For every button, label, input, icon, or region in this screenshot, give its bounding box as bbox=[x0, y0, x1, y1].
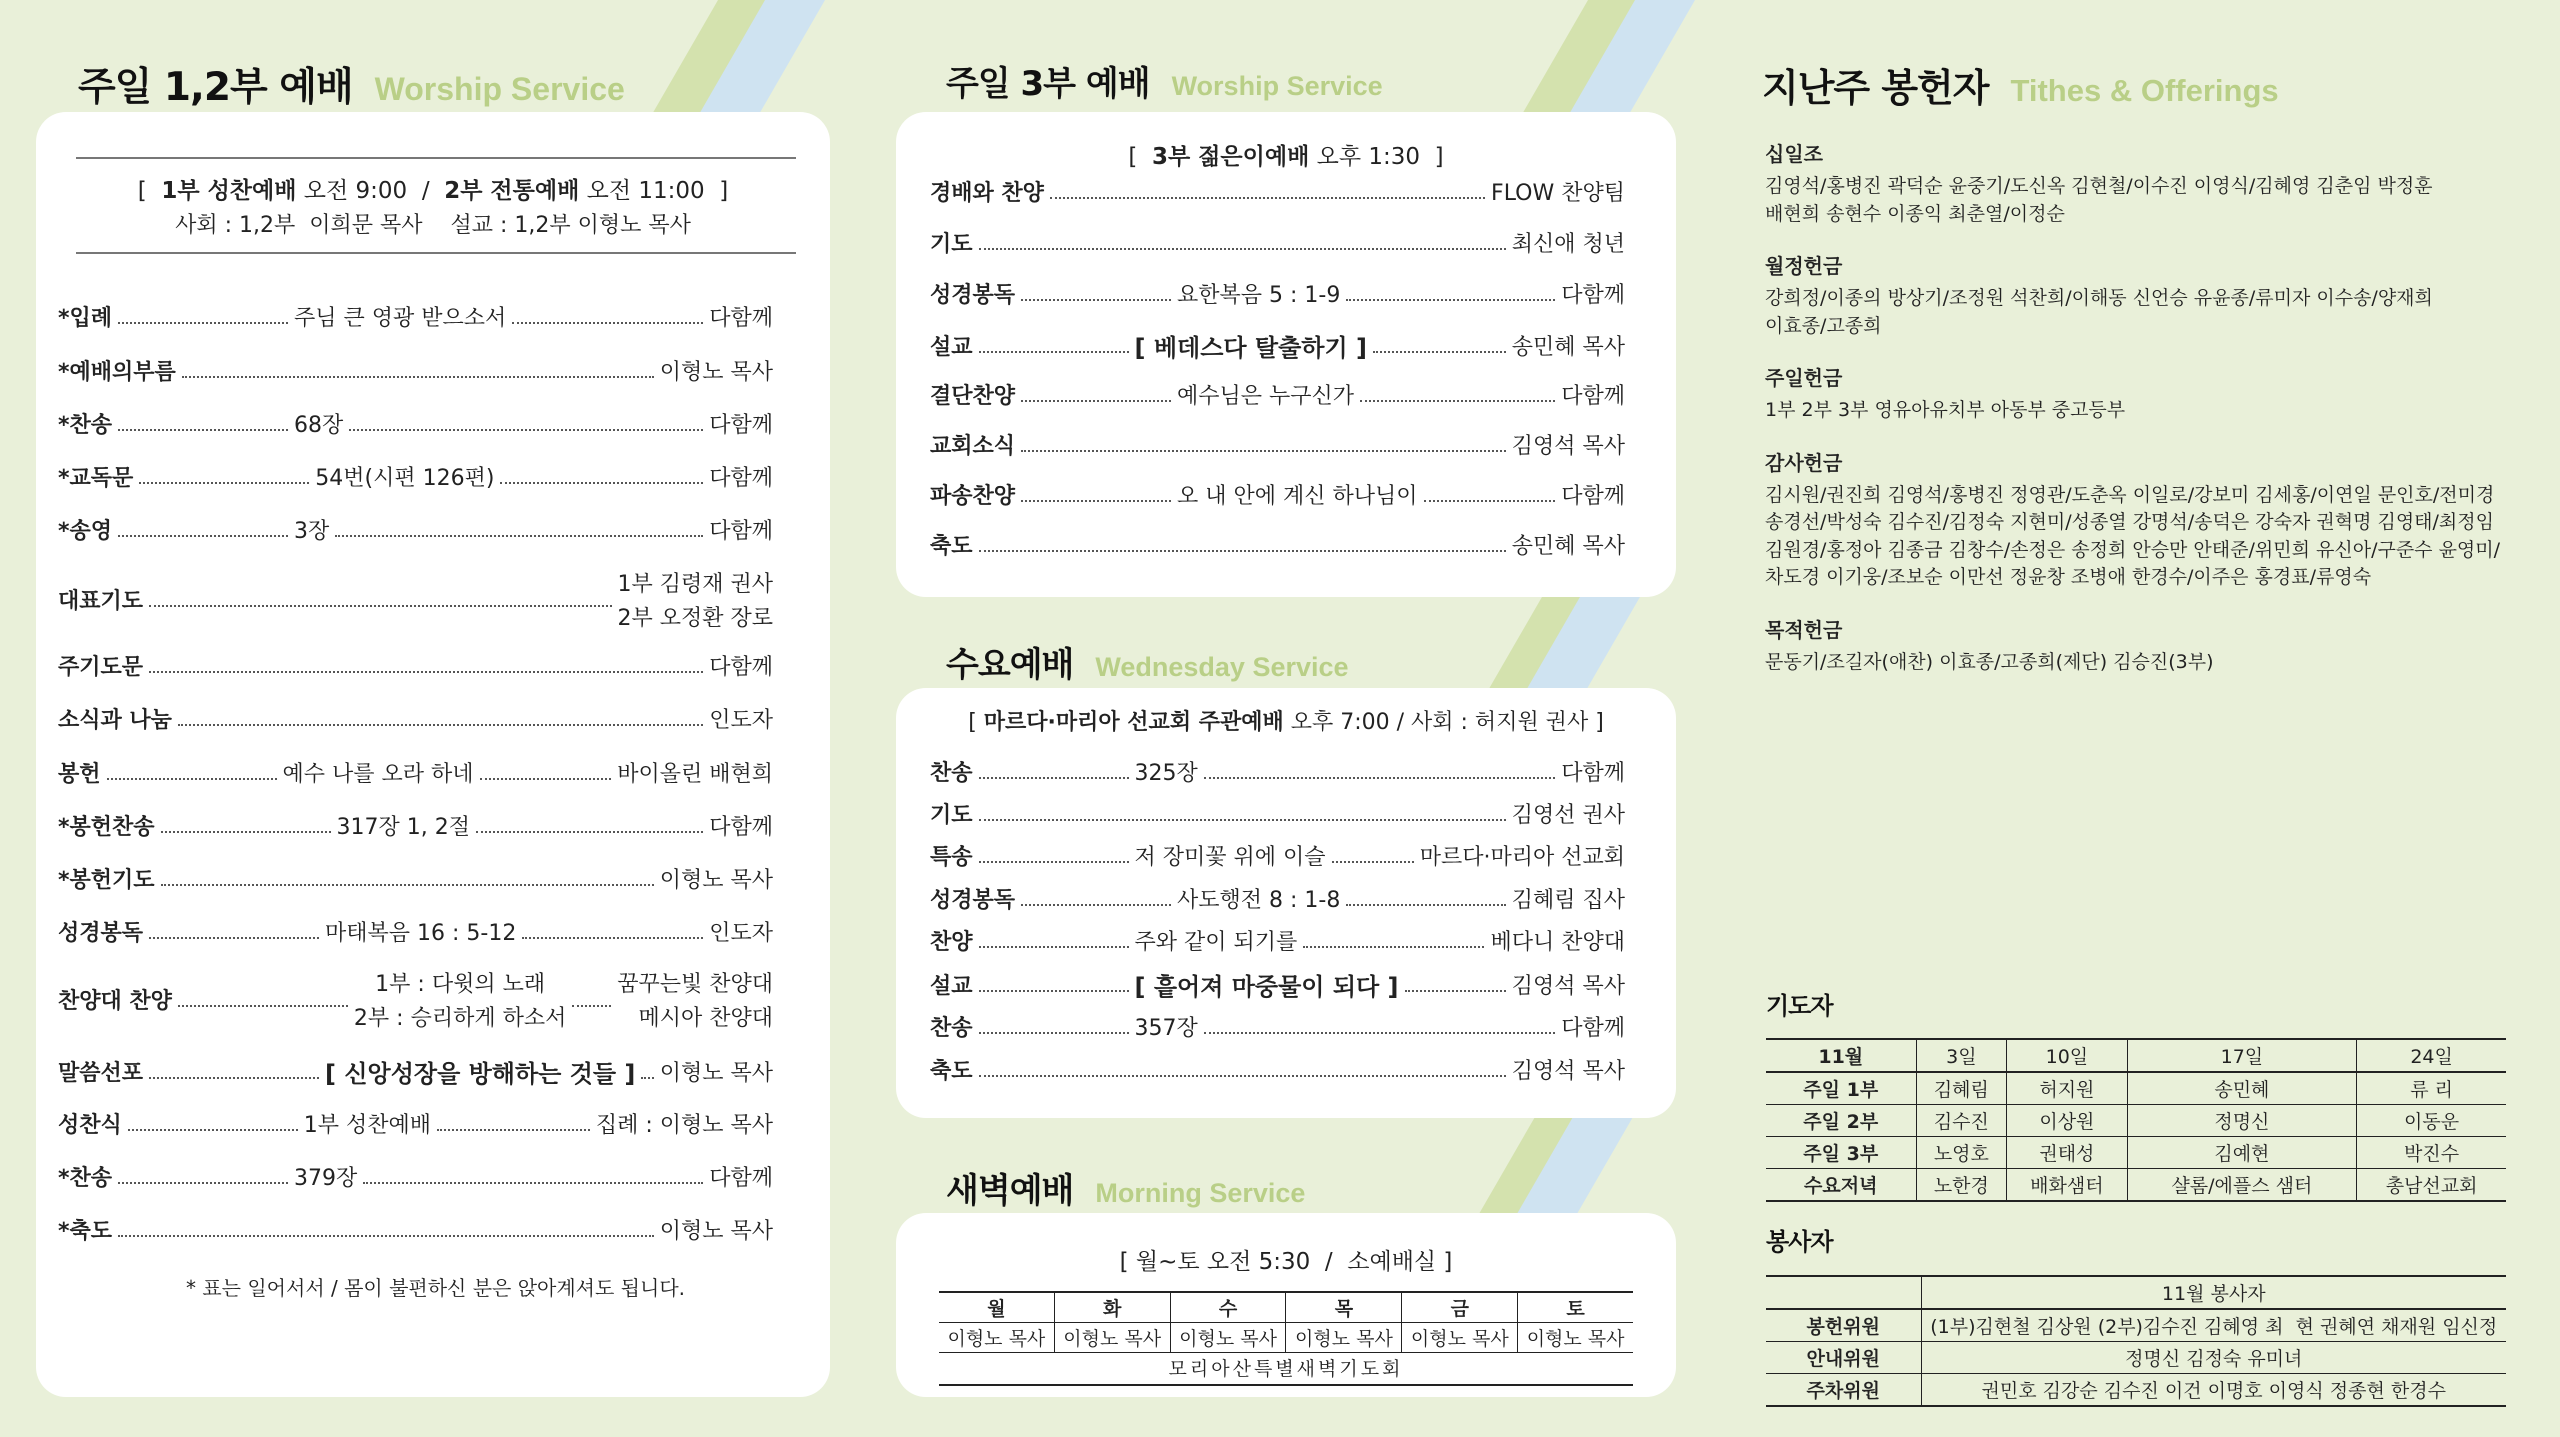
divider bbox=[76, 157, 796, 159]
leader-dots bbox=[500, 482, 703, 484]
leader-dots bbox=[139, 482, 309, 484]
leader-dots bbox=[178, 724, 703, 726]
order-content: 주님 큰 영광 받으소서 bbox=[294, 306, 507, 331]
order-person: 다함께 bbox=[709, 655, 773, 680]
order-content: [ 베데스다 탈출하기 ] bbox=[1134, 334, 1367, 362]
order-label: 성경봉독 bbox=[930, 283, 1016, 308]
prayer-cell: 주일 2부 bbox=[1803, 1111, 1879, 1133]
leader-dots bbox=[1021, 400, 1171, 402]
order-person: 다함께 bbox=[709, 306, 773, 331]
order-person: 이형노 목사 bbox=[659, 1061, 773, 1087]
order-label: 소식과 나눔 bbox=[58, 708, 172, 733]
order-label: 경배와 찬양 bbox=[930, 181, 1044, 206]
prayer-cell: 박진수 bbox=[2357, 1137, 2506, 1169]
volunteer-row bbox=[1766, 1374, 2506, 1407]
leader-dots bbox=[979, 861, 1129, 863]
offering-group bbox=[1765, 362, 2525, 425]
order-row bbox=[930, 181, 1625, 207]
order-label: 결단찬양 bbox=[930, 384, 1016, 409]
order-person: 다함께 bbox=[1561, 484, 1625, 509]
leader-dots bbox=[1204, 777, 1555, 779]
volunteer-names: 정명신 김정숙 유미녀 bbox=[1921, 1342, 2506, 1374]
order-label: 설교 bbox=[930, 974, 973, 1000]
prayer-cell: 김예현 bbox=[2127, 1137, 2357, 1169]
leader-dots bbox=[1405, 990, 1506, 992]
order-content: 1부 : 다윗의 노래 2부 : 승리하게 하소서 bbox=[353, 972, 567, 1032]
offering-heading: 목적헌금 bbox=[1765, 617, 1843, 642]
divider bbox=[76, 252, 796, 254]
offering-group bbox=[1765, 447, 2525, 592]
volunteer-role: 안내위원 bbox=[1806, 1348, 1880, 1370]
order-content: 요한복음 5 : 1-9 bbox=[1177, 283, 1341, 308]
morning-footer: 모리아산특별새벽기도회 bbox=[1168, 1358, 1404, 1380]
worship12-note: * 표는 일어서서 / 몸이 불편하신 분은 앉아계셔도 됩니다. bbox=[186, 1276, 685, 1300]
offering-heading: 감사헌금 bbox=[1765, 450, 1843, 475]
order-label: 축도 bbox=[930, 1059, 973, 1084]
order-label: *찬송 bbox=[58, 413, 113, 438]
leader-dots bbox=[437, 1129, 590, 1131]
leader-dots bbox=[1360, 400, 1555, 402]
order-label: 특송 bbox=[930, 845, 973, 870]
prayer-row bbox=[1766, 1169, 2506, 1202]
morning-table bbox=[939, 1291, 1633, 1386]
order-content: 마태복음 16 : 5-12 bbox=[325, 921, 517, 946]
order-row bbox=[58, 519, 773, 545]
order-label: 찬양대 찬양 bbox=[58, 988, 172, 1014]
volunteer-role: 주차위원 bbox=[1806, 1380, 1880, 1402]
order-person: 이형노 목사 bbox=[659, 360, 773, 385]
volunteers-table bbox=[1766, 1275, 2506, 1407]
leader-dots bbox=[979, 990, 1129, 992]
leader-dots bbox=[1332, 861, 1414, 863]
order-row bbox=[58, 762, 773, 788]
volunteer-row bbox=[1766, 1342, 2506, 1374]
offerings-title: 지난주 봉헌자 bbox=[1762, 66, 1989, 110]
morning-leader: 이형노 목사 bbox=[1054, 1323, 1170, 1353]
order-content: [ 신앙성장을 방해하는 것들 ] bbox=[325, 1060, 636, 1088]
leader-dots bbox=[1346, 904, 1505, 906]
order-person: 다함께 bbox=[1561, 283, 1625, 308]
order-person: 김혜림 집사 bbox=[1511, 888, 1625, 913]
offering-group bbox=[1765, 250, 2525, 340]
prayer-cell: 이상원 bbox=[2007, 1105, 2127, 1137]
wednesday-title-group bbox=[946, 637, 1349, 686]
prayer-cell: 권태성 bbox=[2007, 1137, 2127, 1169]
offering-heading: 주일헌금 bbox=[1765, 366, 1843, 391]
order-row bbox=[930, 973, 1625, 1002]
order-row bbox=[58, 708, 773, 734]
order-row bbox=[58, 1166, 773, 1192]
leader-dots bbox=[979, 550, 1506, 552]
leader-dots bbox=[161, 831, 331, 833]
order-person: 이형노 목사 bbox=[659, 1219, 773, 1244]
offering-names: 1부 2부 3부 영유아유치부 아동부 중고등부 bbox=[1765, 399, 2126, 422]
order-row bbox=[930, 232, 1625, 258]
order-content: 1부 성찬예배 bbox=[303, 1113, 432, 1138]
order-label: 말씀선포 bbox=[58, 1061, 144, 1087]
order-label: *축도 bbox=[58, 1219, 113, 1244]
volunteer-row bbox=[1766, 1309, 2506, 1342]
leader-dots bbox=[1050, 197, 1485, 199]
leader-dots bbox=[476, 831, 703, 833]
offering-names: 배현희 송현수 이종익 최춘열/이정순 bbox=[1765, 202, 2065, 225]
leader-dots bbox=[161, 884, 654, 886]
worship3-title: 주일 3부 예배 bbox=[946, 64, 1150, 104]
prayer-row bbox=[1766, 1105, 2506, 1137]
order-person: 송민혜 목사 bbox=[1511, 534, 1625, 559]
order-label: 성찬식 bbox=[58, 1113, 122, 1138]
worship12-officiants: 사회 : 1,2부 이희문 목사 설교 : 1,2부 이형노 목사 bbox=[175, 213, 691, 238]
order-person: 김영선 권사 bbox=[1511, 803, 1625, 828]
order-row bbox=[58, 655, 773, 681]
worship12-card bbox=[36, 112, 830, 1397]
order-label: 성경봉독 bbox=[930, 888, 1016, 913]
prayer-cell: 허지원 bbox=[2007, 1072, 2127, 1105]
order-label: 교회소식 bbox=[930, 434, 1016, 459]
prayer-header-cell: 3일 bbox=[1916, 1039, 2007, 1072]
order-row bbox=[58, 306, 773, 332]
offering-names: 강희정/이종의 방상기/조정원 석찬희/이해동 신언승 유윤종/류미자 이수송/양재희 bbox=[1765, 287, 2433, 310]
order-row bbox=[58, 921, 773, 947]
offering-heading: 십일조 bbox=[1765, 142, 1823, 166]
order-label: 대표기도 bbox=[58, 588, 144, 614]
prayer-header-cell: 24일 bbox=[2357, 1039, 2506, 1072]
order-person: 다함께 bbox=[1561, 384, 1625, 409]
volunteers-header-row bbox=[1766, 1276, 2506, 1309]
leader-dots bbox=[1021, 500, 1171, 502]
morning-leader: 이형노 목사 bbox=[1402, 1323, 1518, 1353]
leader-dots bbox=[349, 429, 703, 431]
offering-names: 김원경/홍정아 김종금 김창수/손정은 송정희 안승만 안태준/위민희 유신아/구준수 윤영미/ bbox=[1765, 538, 2501, 561]
order-row bbox=[930, 534, 1625, 560]
morning-subtitle: Morning Service bbox=[1095, 1178, 1306, 1208]
prayer-cell: 샬롬/에플스 샘터 bbox=[2127, 1169, 2357, 1202]
prayer-cell: 류 리 bbox=[2357, 1072, 2506, 1105]
wednesday-subtitle: Wednesday Service bbox=[1095, 652, 1349, 682]
prayer-cell: 노영호 bbox=[1916, 1137, 2007, 1169]
leader-dots bbox=[149, 937, 319, 939]
wednesday-header: [ 마르다·마리아 선교회 주관예배 오후 7:00 / 사회 : 허지원 권사 ] bbox=[968, 710, 1604, 735]
morning-day: 월 bbox=[987, 1298, 1006, 1320]
prayer-cell: 노한경 bbox=[1916, 1169, 2007, 1202]
worship3-htime: 오후 1:30 bbox=[1316, 144, 1421, 170]
offering-names: 송경선/박성숙 김수진/김정숙 지현미/성종열 강명석/송덕은 강숙자 권혁명 김영태/최정임 bbox=[1765, 511, 2494, 534]
order-person: 다함께 bbox=[709, 466, 773, 491]
leader-dots bbox=[118, 535, 288, 537]
morning-card bbox=[896, 1213, 1676, 1397]
offering-names: 차도경 이기웅/조보순 이만선 정윤창 조병애 한경수/이주은 홍경표/류영숙 bbox=[1765, 566, 2372, 589]
morning-leader: 이형노 목사 bbox=[947, 1328, 1046, 1350]
leader-dots bbox=[363, 1182, 703, 1184]
order-person: 김영석 목사 bbox=[1511, 434, 1625, 459]
order-label: 성경봉독 bbox=[58, 921, 144, 946]
order-row bbox=[930, 1016, 1625, 1042]
order-content: 317장 1, 2절 bbox=[336, 815, 470, 840]
leader-dots bbox=[1346, 299, 1555, 301]
leader-dots bbox=[182, 376, 654, 378]
wednesday-hrest: 오후 7:00 / 사회 : 허지원 권사 bbox=[1290, 710, 1589, 735]
worship12-s2: 2부 전통예배 bbox=[444, 178, 580, 204]
order-row bbox=[58, 568, 773, 636]
prayer-header-cell: 17일 bbox=[2127, 1039, 2357, 1072]
leader-dots bbox=[979, 1032, 1129, 1034]
offering-group bbox=[1765, 614, 2525, 677]
leader-dots bbox=[149, 605, 611, 607]
offerings-title-group bbox=[1762, 57, 2279, 112]
order-content: 예수님은 누구신가 bbox=[1177, 384, 1355, 409]
volunteers-header: 11월 봉사자 bbox=[1921, 1276, 2506, 1309]
worship12-title: 주일 1,2부 예배 bbox=[78, 65, 353, 110]
morning-day: 금 bbox=[1402, 1292, 1518, 1323]
leader-dots bbox=[118, 1182, 288, 1184]
order-row bbox=[930, 384, 1625, 410]
leader-dots bbox=[979, 946, 1129, 948]
prayer-cell: 김수진 bbox=[1916, 1105, 2007, 1137]
order-person: 집례 : 이형노 목사 bbox=[595, 1113, 773, 1138]
order-label: *찬송 bbox=[58, 1166, 113, 1191]
offering-names: 이효종/고종희 bbox=[1765, 314, 1882, 337]
order-person: 송민혜 목사 bbox=[1511, 335, 1625, 361]
order-label: 파송찬양 bbox=[930, 484, 1016, 509]
order-row bbox=[930, 888, 1625, 914]
leader-dots bbox=[118, 322, 288, 324]
morning-title-group bbox=[946, 1163, 1305, 1212]
offering-names: 김영석/홍병진 곽덕순 윤중기/도신옥 김현철/이수진 이영식/김혜영 김춘임 박정훈 bbox=[1765, 175, 2433, 197]
prayer-cell: 배화샘터 bbox=[2007, 1169, 2127, 1202]
leader-dots bbox=[1204, 1032, 1555, 1034]
prayer-row bbox=[1766, 1072, 2506, 1105]
order-row bbox=[58, 868, 773, 894]
order-person: 김영석 목사 bbox=[1511, 974, 1625, 1000]
order-row bbox=[930, 334, 1625, 363]
offering-names: 문동기/조길자(애찬) 이효종/고종희(제단) 김승진(3부) bbox=[1765, 650, 2214, 673]
order-content: 사도행전 8 : 1-8 bbox=[1177, 888, 1341, 913]
worship12-title-group bbox=[78, 56, 625, 112]
leader-dots bbox=[512, 322, 703, 324]
leader-dots bbox=[641, 1077, 653, 1079]
order-content: 54번(시편 126편) bbox=[315, 466, 495, 491]
offerings-subtitle: Tithes & Offerings bbox=[2010, 73, 2279, 108]
prayer-table bbox=[1766, 1038, 2506, 1202]
order-person: 이형노 목사 bbox=[659, 868, 773, 893]
leader-dots bbox=[480, 778, 612, 780]
order-label: 찬송 bbox=[930, 1016, 973, 1041]
order-person: 다함께 bbox=[709, 1166, 773, 1191]
wednesday-title: 수요예배 bbox=[946, 645, 1074, 685]
order-person: 인도자 bbox=[709, 921, 773, 946]
prayer-row bbox=[1766, 1137, 2506, 1169]
worship3-header: [ 3부 젊은이예배 오후 1:30 ] bbox=[1128, 144, 1444, 170]
order-label: 기도 bbox=[930, 803, 973, 828]
order-content: 3장 bbox=[294, 519, 330, 544]
order-row bbox=[930, 761, 1625, 787]
morning-day: 목 bbox=[1286, 1292, 1402, 1323]
order-row bbox=[58, 1060, 773, 1089]
prayer-cell: 수요저녁 bbox=[1804, 1175, 1878, 1197]
leader-dots bbox=[522, 937, 703, 939]
order-person: 다함께 bbox=[1561, 761, 1625, 786]
order-person: 바이올린 배현희 bbox=[617, 762, 773, 787]
worship12-t1: 오전 9:00 bbox=[303, 178, 408, 204]
order-content: 325장 bbox=[1134, 761, 1198, 786]
morning-title: 새벽예배 bbox=[946, 1171, 1074, 1211]
leader-dots bbox=[118, 1235, 654, 1237]
worship12-t2: 오전 11:00 bbox=[586, 178, 705, 204]
leader-dots bbox=[107, 778, 277, 780]
leader-dots bbox=[1021, 299, 1171, 301]
order-label: 봉헌 bbox=[58, 762, 101, 787]
order-label: 설교 bbox=[930, 335, 973, 361]
leader-dots bbox=[1424, 500, 1556, 502]
order-label: 축도 bbox=[930, 534, 973, 559]
order-row bbox=[930, 930, 1625, 956]
order-row bbox=[58, 1113, 773, 1139]
order-row bbox=[58, 413, 773, 439]
order-row bbox=[930, 283, 1625, 309]
wednesday-hname: 마르다·마리아 선교회 주관예배 bbox=[983, 710, 1284, 735]
volunteer-names: (1부)김현철 김상원 (2부)김수진 김혜영 최 현 권혜연 채재원 임신정 bbox=[1921, 1309, 2506, 1342]
volunteer-role: 봉헌위원 bbox=[1806, 1316, 1880, 1338]
morning-leader: 이형노 목사 bbox=[1518, 1323, 1633, 1353]
order-label: 주기도문 bbox=[58, 655, 144, 680]
order-label: *봉헌찬송 bbox=[58, 815, 155, 840]
order-row bbox=[930, 845, 1625, 871]
prayer-cell: 김혜림 bbox=[1916, 1072, 2007, 1105]
offering-heading: 월정헌금 bbox=[1765, 254, 1843, 279]
offering-group bbox=[1765, 138, 2525, 228]
order-row bbox=[58, 1219, 773, 1245]
order-content: 주와 같이 되기를 bbox=[1134, 930, 1298, 955]
leader-dots bbox=[1373, 351, 1506, 353]
prayer-cell: 송민혜 bbox=[2127, 1072, 2357, 1105]
leader-dots bbox=[1303, 946, 1484, 948]
morning-leader: 이형노 목사 bbox=[1286, 1323, 1402, 1353]
order-person: 꿈꾸는빛 찬양대 메시아 찬양대 bbox=[617, 972, 773, 1032]
order-person: FLOW 찬양팀 bbox=[1491, 181, 1625, 206]
worship3-hname: 3부 젊은이예배 bbox=[1151, 144, 1310, 170]
worship12-s1: 1부 성찬예배 bbox=[161, 178, 297, 204]
worship3-title-group bbox=[946, 56, 1383, 105]
order-label: *송영 bbox=[58, 519, 113, 544]
prayer-cell: 이동운 bbox=[2357, 1105, 2506, 1137]
order-row bbox=[930, 1059, 1625, 1085]
order-person: 마르다·마리아 선교회 bbox=[1419, 845, 1625, 870]
order-label: *입례 bbox=[58, 306, 113, 331]
leader-dots bbox=[979, 819, 1506, 821]
leader-dots bbox=[149, 671, 703, 673]
order-content: 오 내 안에 계신 하나님이 bbox=[1177, 484, 1418, 509]
order-label: *봉헌기도 bbox=[58, 868, 155, 893]
order-person: 다함께 bbox=[709, 519, 773, 544]
morning-leader: 이형노 목사 bbox=[1170, 1323, 1286, 1353]
order-person: 김영석 목사 bbox=[1511, 1059, 1625, 1084]
order-person: 다함께 bbox=[709, 413, 773, 438]
morning-day: 수 bbox=[1170, 1292, 1286, 1323]
order-row bbox=[930, 803, 1625, 829]
order-person: 인도자 bbox=[709, 708, 773, 733]
order-content: 저 장미꽃 위에 이슬 bbox=[1134, 845, 1326, 870]
leader-dots bbox=[979, 248, 1506, 250]
morning-day: 토 bbox=[1518, 1292, 1633, 1323]
order-person: 1부 김령재 권사 2부 오정환 장로 bbox=[617, 572, 773, 632]
order-label: 기도 bbox=[930, 232, 973, 257]
order-row bbox=[58, 466, 773, 492]
volunteers-title-group bbox=[1766, 1222, 1833, 1257]
order-label: *교독문 bbox=[58, 466, 134, 491]
order-person: 다함께 bbox=[709, 815, 773, 840]
leader-dots bbox=[335, 535, 703, 537]
order-row bbox=[930, 434, 1625, 460]
order-content: 예수 나를 오라 하네 bbox=[282, 762, 474, 787]
prayer-title-group bbox=[1766, 986, 1833, 1021]
leader-dots bbox=[979, 351, 1129, 353]
leader-dots bbox=[979, 777, 1129, 779]
order-label: 찬송 bbox=[930, 761, 973, 786]
morning-header: [ 월~토 오전 5:30 / 소예배실 ] bbox=[1119, 1249, 1453, 1275]
order-row bbox=[58, 360, 773, 386]
order-content: [ 흩어져 마중물이 되다 ] bbox=[1134, 973, 1399, 1001]
leader-dots bbox=[1021, 904, 1171, 906]
volunteer-names: 권민호 김강순 김수진 이건 이명호 이영식 정종현 한경수 bbox=[1921, 1374, 2506, 1407]
prayer-header-row bbox=[1766, 1039, 2506, 1072]
prayer-cell: 주일 3부 bbox=[1803, 1143, 1879, 1165]
order-label: 찬양 bbox=[930, 930, 973, 955]
prayer-header-cell: 11월 bbox=[1818, 1046, 1864, 1068]
order-row bbox=[58, 815, 773, 841]
prayer-cell: 주일 1부 bbox=[1803, 1079, 1879, 1101]
volunteers-title: 봉사자 bbox=[1766, 1228, 1833, 1256]
worship3-subtitle: Worship Service bbox=[1171, 71, 1383, 101]
offerings-list bbox=[1765, 138, 2525, 698]
prayer-header-cell: 10일 bbox=[2007, 1039, 2127, 1072]
leader-dots bbox=[1021, 450, 1506, 452]
order-row bbox=[58, 968, 773, 1036]
leader-dots bbox=[572, 1005, 611, 1007]
leader-dots bbox=[149, 1077, 319, 1079]
worship12-header: [ 1부 성찬예배 오전 9:00 / 2부 전통예배 오전 11:00 ] bbox=[137, 178, 729, 204]
morning-day: 화 bbox=[1054, 1292, 1170, 1323]
order-content: 68장 bbox=[294, 413, 344, 438]
prayer-cell: 총남선교회 bbox=[2357, 1169, 2506, 1202]
order-content: 357장 bbox=[1134, 1016, 1198, 1041]
leader-dots bbox=[178, 1005, 348, 1007]
order-label: *예배의부름 bbox=[58, 360, 176, 385]
prayer-title: 기도자 bbox=[1766, 992, 1833, 1020]
order-person: 최신애 청년 bbox=[1511, 232, 1625, 257]
offering-names: 김시원/권진희 김영석/홍병진 정영관/도춘옥 이일로/강보미 김세홍/이연일 문인호/전미경 bbox=[1765, 483, 2495, 506]
worship12-subtitle: Worship Service bbox=[374, 71, 625, 107]
order-person: 다함께 bbox=[1561, 1016, 1625, 1041]
prayer-cell: 정명신 bbox=[2127, 1105, 2357, 1137]
order-content: 379장 bbox=[294, 1166, 358, 1191]
leader-dots bbox=[118, 429, 288, 431]
order-row bbox=[930, 484, 1625, 510]
empty-cell bbox=[1766, 1276, 1921, 1309]
leader-dots bbox=[128, 1129, 298, 1131]
order-person: 베다니 찬양대 bbox=[1490, 930, 1625, 955]
leader-dots bbox=[979, 1075, 1506, 1077]
